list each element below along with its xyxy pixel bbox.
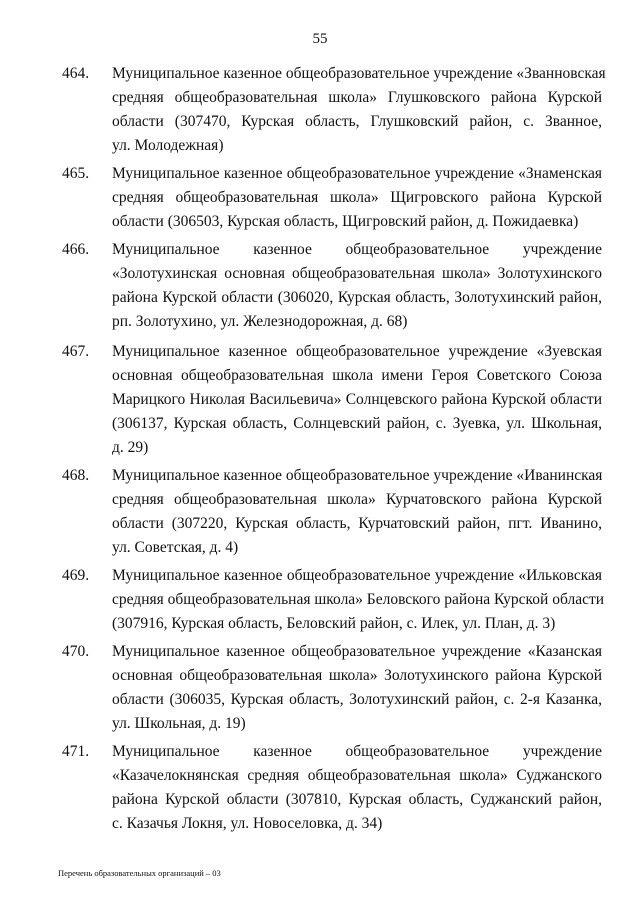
entry-line: Муниципальное казенное общеобразовательное учреждение <box>112 241 602 258</box>
entry-number: 468. <box>62 467 90 484</box>
entry-line: д. 29) <box>112 439 149 456</box>
entry-line: Муниципальное казенное общеобразовательное учреждение «Казанская <box>112 643 602 660</box>
entry-number: 467. <box>62 343 90 360</box>
entry-text <box>112 340 602 460</box>
entry-number: 464. <box>62 65 90 82</box>
entry-line: ул. Советская, д. 4) <box>112 539 239 556</box>
entry-text <box>112 464 602 560</box>
entry-text <box>112 640 602 736</box>
entry-number: 466. <box>62 241 90 258</box>
entry-number: 469. <box>62 567 90 584</box>
entry-line: (307916, Курская область, Беловский район, с. Илек, ул. План, д. 3) <box>112 615 556 632</box>
entry-line: основная общеобразовательная школа» Золотухинского района Курской <box>112 667 602 684</box>
entry-line: средняя общеобразовательная школа» Щигровского района Курской <box>112 189 602 206</box>
entry-text <box>112 740 602 836</box>
entry-line: области (307470, Курская область, Глушковский район, с. Званное, <box>112 113 602 130</box>
entry-line: основная общеобразовательная школа имени Героя Советского Союза <box>112 367 602 384</box>
entry-line: ул. Молодежная) <box>112 137 224 154</box>
entry-line: области (306035, Курская область, Золотухинский район, с. 2-я Казанка, <box>112 691 602 708</box>
entry-line: Муниципальное казенное общеобразовательное учреждение «Ильковская <box>112 567 602 584</box>
entry-line: Муниципальное казенное общеобразовательное учреждение «Знаменская <box>112 165 602 182</box>
entry-line: Муниципальное казенное общеобразовательное учреждение «Зуевская <box>112 343 602 360</box>
entry-line: Муниципальное казенное общеобразовательное учреждение <box>112 743 602 760</box>
footer-note: Перечень образовательных организаций – 03 <box>58 868 221 878</box>
entry-line: области (306503, Курская область, Щигровский район, д. Пожидаевка) <box>112 213 579 230</box>
entry-text <box>112 238 602 334</box>
entry-line: средняя общеобразовательная школа» Глушковского района Курской <box>112 89 602 106</box>
entry-line: рп. Золотухино, ул. Железнодорожная, д. 68) <box>112 313 408 330</box>
entry-text <box>112 62 606 158</box>
entry-line: Муниципальное казенное общеобразовательное учреждение «Званновская <box>112 65 606 82</box>
entry-line: района Курской области (306020, Курская область, Золотухинский район, <box>112 289 602 306</box>
entry-text <box>112 162 602 234</box>
entry-line: Марицкого Николая Васильевича» Солнцевского района Курской области <box>112 391 602 408</box>
entry-line: района Курской области (307810, Курская область, Суджанский район, <box>112 791 602 808</box>
entry-text <box>112 564 605 636</box>
entry-line: средняя общеобразовательная школа» Беловского района Курской области <box>112 591 605 608</box>
entry-line: средняя общеобразовательная школа» Курчатовского района Курской <box>112 491 602 508</box>
entry-line: «Казачелокнянская средняя общеобразовательная школа» Суджанского <box>112 767 602 784</box>
entry-number: 470. <box>62 643 90 660</box>
entry-line: «Золотухинская основная общеобразовательная школа» Золотухинского <box>112 265 602 282</box>
entry-number: 465. <box>62 165 90 182</box>
entry-line: Муниципальное казенное общеобразовательное учреждение «Иванинская <box>112 467 603 484</box>
entry-line: с. Казачья Локня, ул. Новоселовка, д. 34) <box>112 815 383 832</box>
entry-line: ул. Школьная, д. 19) <box>112 715 246 732</box>
page-number: 55 <box>312 31 328 47</box>
entry-line: области (307220, Курская область, Курчатовский район, пгт. Иванино, <box>112 515 602 532</box>
entry-number: 471. <box>62 743 90 760</box>
entry-line: (306137, Курская область, Солнцевский район, с. Зуевка, ул. Школьная, <box>112 415 602 432</box>
